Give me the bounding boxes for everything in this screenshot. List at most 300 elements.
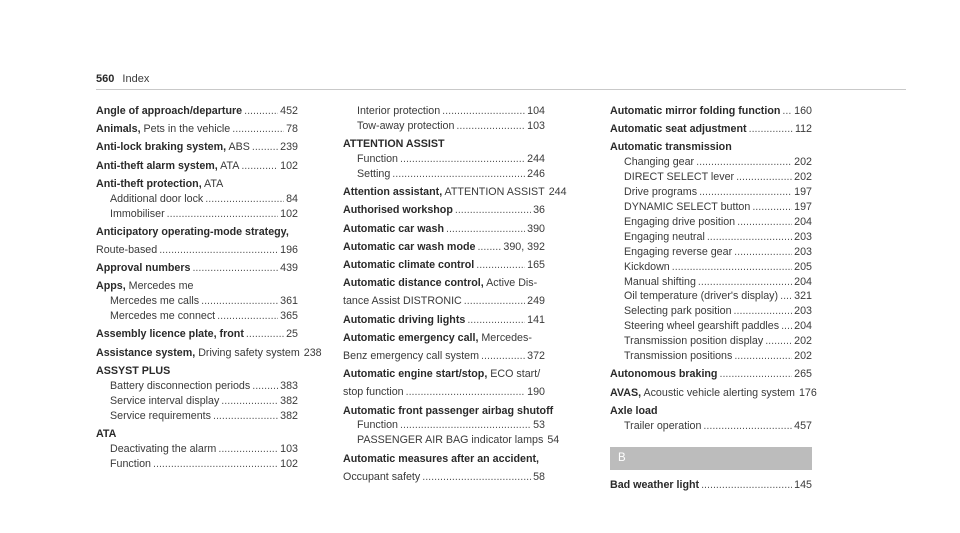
page-reference[interactable]: 84	[286, 192, 298, 205]
dot-leader	[159, 243, 278, 258]
dot-leader	[422, 470, 531, 485]
dot-leader	[192, 261, 278, 276]
page-reference[interactable]: 102	[280, 159, 298, 172]
heading-term: Anticipatory operating-mode strategy,	[96, 225, 289, 238]
entry-subterm: Additional door lock	[110, 192, 204, 205]
entry-term	[357, 104, 440, 119]
dot-leader	[734, 245, 792, 260]
page-reference[interactable]: 78	[286, 123, 298, 136]
entry-term	[624, 230, 705, 245]
index-entry[interactable]	[96, 140, 298, 155]
dot-leader	[456, 119, 525, 134]
entry-subterm: Occupant safety	[343, 470, 421, 483]
heading-subterm: ATA	[201, 177, 224, 190]
dot-leader	[734, 304, 793, 319]
index-entry[interactable]	[343, 294, 545, 309]
page-reference[interactable]: 202	[794, 335, 812, 348]
index-entry[interactable]	[610, 104, 812, 119]
heading-term: Automatic measures after an accident,	[343, 452, 540, 465]
entry-term	[110, 309, 215, 324]
page-reference[interactable]: 54	[547, 434, 560, 447]
entry-bold-term: AVAS,	[610, 386, 642, 399]
entry-subterm: Engaging neutral	[624, 230, 705, 243]
page-reference[interactable]: 382	[280, 394, 298, 407]
index-subentry[interactable]	[96, 379, 298, 394]
entry-subterm: tance Assist DISTRONIC	[343, 295, 462, 308]
entry-term	[343, 470, 420, 485]
entry-term	[624, 334, 763, 349]
page-reference[interactable]: 36	[533, 204, 545, 217]
entry-term	[624, 245, 732, 260]
dot-leader	[782, 104, 792, 119]
page-reference[interactable]: 383	[280, 379, 298, 392]
page-reference[interactable]: 239	[280, 141, 298, 154]
entry-subterm: Interior protection	[357, 105, 441, 117]
entry-subterm: Function	[110, 457, 151, 470]
entry-term	[110, 379, 250, 394]
index-entry[interactable]	[610, 386, 817, 401]
dot-leader	[406, 385, 526, 400]
dot-leader	[749, 122, 793, 137]
entry-subterm: Deactivating the alarm	[110, 442, 217, 455]
index-heading	[343, 404, 554, 419]
index-subentry[interactable]	[343, 433, 560, 448]
page-reference[interactable]: 365	[280, 310, 298, 323]
entry-subterm: Steering wheel gearshift paddles	[624, 320, 780, 333]
entry-term	[624, 215, 735, 230]
entry-subterm: Engaging reverse gear	[624, 245, 733, 258]
index-heading	[610, 404, 812, 419]
page-reference[interactable]: 112	[794, 123, 812, 136]
entry-term	[96, 346, 300, 361]
dot-leader	[153, 457, 278, 472]
entry-term	[357, 433, 543, 448]
entry-subterm: ATA	[217, 159, 240, 172]
entry-bold-term: Automatic car wash mode	[343, 240, 476, 253]
entry-subterm: Service interval display	[110, 394, 220, 407]
index-subentry[interactable]	[610, 349, 812, 364]
entry-bold-term: Bad weather light	[610, 478, 700, 491]
page-reference[interactable]: 102	[280, 457, 298, 470]
heading-term: Automatic engine start/stop,	[343, 368, 488, 381]
index-subentry[interactable]	[610, 275, 812, 290]
dot-leader	[221, 394, 278, 409]
index-subentry[interactable]	[96, 457, 298, 472]
heading-subterm: Active Dis-	[483, 277, 538, 290]
index-subentry[interactable]	[610, 200, 812, 215]
dot-leader	[241, 159, 278, 174]
page-number: 560	[96, 73, 115, 85]
entry-term	[110, 192, 203, 207]
entry-term	[624, 319, 779, 334]
entry-bold-term: Automatic driving lights	[343, 313, 466, 326]
page-reference[interactable]: 53	[533, 419, 545, 432]
page-reference[interactable]: 321	[794, 290, 812, 303]
page-reference[interactable]: 190	[527, 386, 545, 399]
entry-term	[624, 170, 734, 185]
page-reference[interactable]: 452	[280, 105, 298, 117]
entry-bold-term: Animals,	[96, 123, 141, 136]
entry-term	[110, 457, 151, 472]
index-entry[interactable]	[96, 327, 298, 342]
index-heading	[343, 137, 545, 152]
index-entry[interactable]	[343, 385, 545, 400]
page-reference[interactable]: 165	[527, 258, 545, 271]
dot-leader	[232, 122, 284, 137]
dot-leader	[464, 294, 525, 309]
index-subentry[interactable]	[610, 319, 812, 334]
index-entry[interactable]	[343, 349, 545, 364]
entry-term	[343, 222, 444, 237]
dot-leader	[696, 155, 792, 170]
entry-term	[343, 185, 545, 200]
heading-term: Axle load	[610, 404, 658, 417]
page-reference[interactable]: 202	[794, 350, 812, 363]
entry-subterm: Acoustic vehicle alerting system	[641, 386, 795, 399]
page-reference[interactable]: 244	[527, 153, 545, 166]
dot-leader	[734, 349, 792, 364]
entry-bold-term: Angle of approach/departure	[96, 105, 243, 117]
index-entry[interactable]	[96, 104, 298, 119]
index-subentry[interactable]	[610, 215, 812, 230]
page-reference[interactable]: 197	[794, 201, 812, 214]
entry-term	[610, 104, 780, 119]
entry-bold-term: Assistance system,	[96, 346, 196, 359]
entry-term	[357, 119, 454, 134]
heading-term: ATA	[96, 427, 117, 440]
dot-leader	[780, 289, 792, 304]
entry-subterm: Kickdown	[624, 260, 670, 273]
index-entry[interactable]	[343, 240, 545, 255]
page-reference[interactable]: 203	[794, 230, 812, 243]
entry-term	[110, 394, 219, 409]
entry-subterm: Pets in the vehicle	[140, 123, 231, 136]
entry-subterm: Trailer operation	[624, 419, 702, 432]
dot-leader	[400, 418, 531, 433]
heading-term: ATTENTION ASSIST	[343, 138, 445, 151]
dot-leader	[699, 185, 792, 200]
entry-term	[610, 386, 795, 401]
index-entry[interactable]	[343, 185, 567, 200]
page-reference[interactable]: 203	[794, 305, 812, 318]
index-entry[interactable]	[610, 478, 812, 493]
index-subentry[interactable]	[343, 152, 545, 167]
page-reference[interactable]: 141	[527, 313, 545, 326]
page-reference[interactable]: 58	[533, 470, 545, 483]
entry-term	[96, 243, 157, 258]
entry-term	[343, 349, 479, 364]
entry-subterm: Transmission position display	[624, 335, 764, 348]
index-subentry[interactable]	[610, 155, 812, 170]
dot-leader	[392, 167, 525, 182]
page-reference[interactable]: 238	[303, 346, 322, 359]
index-entry[interactable]	[343, 222, 545, 237]
entry-term	[110, 442, 216, 457]
entry-subterm: Mercedes me connect	[110, 310, 216, 323]
page-reference[interactable]: 265	[794, 368, 812, 381]
entry-term	[110, 294, 199, 309]
entry-term	[357, 418, 398, 433]
heading-term: Automatic emergency call,	[343, 331, 479, 344]
dot-leader	[201, 294, 278, 309]
index-subentry[interactable]	[96, 442, 298, 457]
heading-term: ASSYST PLUS	[96, 364, 171, 377]
entry-subterm: Mercedes me calls	[110, 295, 200, 308]
dot-leader	[217, 309, 278, 324]
entry-term	[624, 275, 696, 290]
page-reference[interactable]: 390, 392	[503, 240, 545, 253]
heading-subterm: ECO start/	[487, 368, 541, 381]
dot-leader	[672, 260, 792, 275]
entry-term	[96, 261, 190, 276]
dot-leader	[455, 203, 531, 218]
page-reference[interactable]: 204	[794, 320, 812, 333]
index-column-2	[343, 104, 567, 485]
entry-term	[610, 478, 699, 493]
index-subentry[interactable]	[96, 207, 298, 222]
dot-leader	[737, 215, 792, 230]
dot-leader	[736, 170, 792, 185]
dot-leader	[252, 379, 278, 394]
entry-term	[96, 122, 230, 137]
page-reference[interactable]: 372	[527, 349, 545, 362]
entry-term	[343, 258, 474, 273]
entry-subterm: Drive programs	[624, 186, 698, 199]
page-reference[interactable]: 145	[794, 478, 812, 491]
dot-leader	[701, 478, 792, 493]
page-reference[interactable]: 390	[527, 222, 545, 235]
dot-leader	[707, 230, 792, 245]
entry-subterm: ATTENTION ASSIST	[442, 186, 545, 199]
index-subentry[interactable]	[610, 334, 812, 349]
entry-term	[610, 367, 717, 382]
index-subentry[interactable]	[610, 230, 812, 245]
entry-term	[110, 409, 211, 424]
page-reference[interactable]: 160	[794, 105, 812, 117]
index-heading	[96, 225, 298, 240]
entry-subterm: Immobiliser	[110, 207, 165, 220]
entry-bold-term: Automatic seat adjustment	[610, 123, 747, 136]
entry-subterm: Function	[357, 419, 398, 432]
index-column-1	[96, 104, 322, 472]
page-reference[interactable]: 249	[527, 295, 545, 308]
index-subentry[interactable]	[343, 418, 545, 433]
index-entry[interactable]	[343, 258, 545, 273]
index-subentry[interactable]	[610, 289, 812, 304]
dot-leader	[252, 140, 278, 155]
index-subentry[interactable]	[343, 119, 545, 134]
index-subentry[interactable]	[96, 192, 298, 207]
entry-bold-term: Autonomous braking	[610, 368, 718, 381]
index-entry[interactable]	[610, 367, 812, 382]
entry-subterm: Battery disconnection periods	[110, 379, 251, 392]
index-entry[interactable]	[96, 346, 322, 361]
index-column-3	[610, 104, 817, 492]
index-subentry[interactable]	[610, 304, 812, 319]
entry-term	[624, 419, 701, 434]
entry-subterm: Selecting park position	[624, 305, 732, 318]
heading-subterm: Mercedes-	[478, 331, 532, 344]
dot-leader	[765, 334, 792, 349]
dot-leader	[446, 222, 525, 237]
entry-bold-term: Assembly licence plate, front	[96, 328, 244, 341]
dot-leader	[703, 419, 792, 434]
dot-leader	[244, 104, 278, 119]
index-entry[interactable]	[610, 122, 812, 137]
index-entry[interactable]	[343, 470, 545, 485]
entry-bold-term: Authorised workshop	[343, 204, 453, 217]
entry-term	[624, 200, 750, 215]
entry-term	[343, 203, 453, 218]
page-reference[interactable]: 197	[794, 186, 812, 199]
section-title: Index	[122, 73, 150, 85]
heading-term: Automatic front passenger airbag shutoff	[343, 404, 554, 417]
index-subentry[interactable]	[96, 394, 298, 409]
index-subentry[interactable]	[96, 409, 298, 424]
page-reference[interactable]: 203	[794, 245, 812, 258]
heading-term: Automatic distance control,	[343, 277, 484, 290]
page-reference[interactable]: 103	[527, 119, 545, 132]
page-reference[interactable]: 204	[794, 215, 812, 228]
entry-term	[343, 313, 465, 328]
entry-subterm: Oil temperature (driver's display)	[624, 290, 779, 303]
heading-term: Anti-theft protection,	[96, 177, 202, 190]
page-reference[interactable]: 204	[794, 275, 812, 288]
index-entry[interactable]	[96, 159, 298, 174]
entry-subterm: Transmission positions	[624, 350, 733, 363]
dot-leader	[781, 319, 792, 334]
entry-subterm: Driving safety system	[195, 346, 300, 359]
page-reference[interactable]: 176	[798, 386, 817, 399]
entry-subterm: DYNAMIC SELECT button	[624, 201, 751, 214]
dot-leader	[213, 409, 278, 424]
page-reference[interactable]: 244	[548, 186, 567, 199]
entry-term	[96, 140, 250, 155]
dot-leader	[167, 207, 279, 222]
header-divider	[96, 89, 906, 90]
page-reference[interactable]: 439	[280, 262, 298, 275]
entry-subterm: Route-based	[96, 244, 158, 257]
entry-term	[96, 159, 239, 174]
index-heading	[343, 331, 545, 346]
entry-subterm: Engaging drive position	[624, 215, 736, 228]
index-subentry[interactable]	[610, 170, 812, 185]
entry-term	[96, 104, 242, 119]
dot-leader	[476, 258, 525, 273]
entry-subterm: Function	[357, 153, 398, 166]
entry-bold-term: Automatic car wash	[343, 222, 444, 235]
entry-subterm: ABS	[226, 141, 250, 154]
entry-term	[624, 289, 778, 304]
index-subentry[interactable]	[610, 185, 812, 200]
entry-term	[624, 155, 694, 170]
entry-subterm: Tow-away protection	[357, 119, 455, 132]
entry-term	[110, 207, 165, 222]
page-reference[interactable]: 103	[280, 442, 298, 455]
index-entry[interactable]	[343, 203, 545, 218]
entry-bold-term: Automatic climate control	[343, 258, 475, 271]
dot-leader	[400, 152, 525, 167]
dot-leader	[752, 200, 792, 215]
index-subentry[interactable]	[96, 309, 298, 324]
entry-term	[624, 185, 697, 200]
index-entry[interactable]	[343, 313, 545, 328]
page-reference[interactable]: 202	[794, 171, 812, 184]
entry-term	[624, 349, 732, 364]
index-entry[interactable]	[96, 243, 298, 258]
index-subentry[interactable]	[343, 167, 545, 182]
index-heading	[96, 177, 298, 192]
page-reference[interactable]: 102	[280, 207, 298, 220]
entry-bold-term: Approval numbers	[96, 262, 191, 275]
index-subentry[interactable]	[96, 294, 298, 309]
dot-leader	[218, 442, 278, 457]
page-reference[interactable]: 382	[280, 409, 298, 422]
index-entry[interactable]	[96, 122, 298, 137]
dot-leader	[246, 327, 284, 342]
entry-subterm: stop function	[343, 386, 404, 399]
dot-leader	[205, 192, 284, 207]
index-subentry[interactable]	[343, 104, 545, 119]
entry-term	[610, 122, 747, 137]
page-reference[interactable]: 457	[794, 419, 812, 432]
page-reference[interactable]: 104	[527, 105, 545, 117]
index-subentry[interactable]	[610, 260, 812, 275]
index-subentry[interactable]	[610, 419, 812, 434]
heading-term: Automatic transmission	[610, 141, 732, 154]
page-reference[interactable]: 202	[794, 156, 812, 169]
index-subentry[interactable]	[610, 245, 812, 260]
dot-leader	[442, 104, 525, 119]
page-reference[interactable]: 25	[286, 328, 298, 341]
entry-bold-term: Automatic mirror folding function	[610, 105, 781, 117]
entry-term	[343, 240, 475, 255]
index-heading	[343, 367, 545, 382]
page-reference[interactable]: 246	[527, 167, 545, 180]
entry-subterm: DIRECT SELECT lever	[624, 171, 735, 184]
index-heading	[96, 364, 298, 379]
entry-term	[357, 167, 390, 182]
dot-leader	[477, 240, 501, 255]
page-reference[interactable]: 361	[280, 295, 298, 308]
index-entry[interactable]	[96, 261, 298, 276]
dot-leader	[467, 313, 525, 328]
dot-leader	[719, 367, 792, 382]
entry-term	[624, 260, 670, 275]
page-reference[interactable]: 205	[794, 260, 812, 273]
entry-subterm: Service requirements	[110, 409, 211, 422]
entry-subterm: Benz emergency call system	[343, 349, 480, 362]
entry-subterm: PASSENGER AIR BAG indicator lamps	[357, 434, 544, 447]
entry-term	[624, 304, 732, 319]
index-heading	[343, 452, 545, 467]
entry-term	[96, 327, 244, 342]
page-reference[interactable]: 196	[280, 244, 298, 257]
dot-leader	[481, 349, 525, 364]
dot-leader	[698, 275, 792, 290]
entry-subterm: Changing gear	[624, 156, 695, 169]
entry-term	[343, 385, 404, 400]
heading-subterm: Mercedes me	[125, 280, 194, 293]
entry-bold-term: Attention assistant,	[343, 186, 443, 199]
entry-term	[357, 152, 398, 167]
entry-subterm: Manual shifting	[624, 275, 696, 288]
index-heading	[610, 140, 812, 155]
index-heading	[96, 279, 298, 294]
heading-term: Apps,	[96, 280, 126, 293]
index-letter-heading: B	[610, 447, 812, 470]
entry-subterm: Setting	[357, 167, 391, 180]
